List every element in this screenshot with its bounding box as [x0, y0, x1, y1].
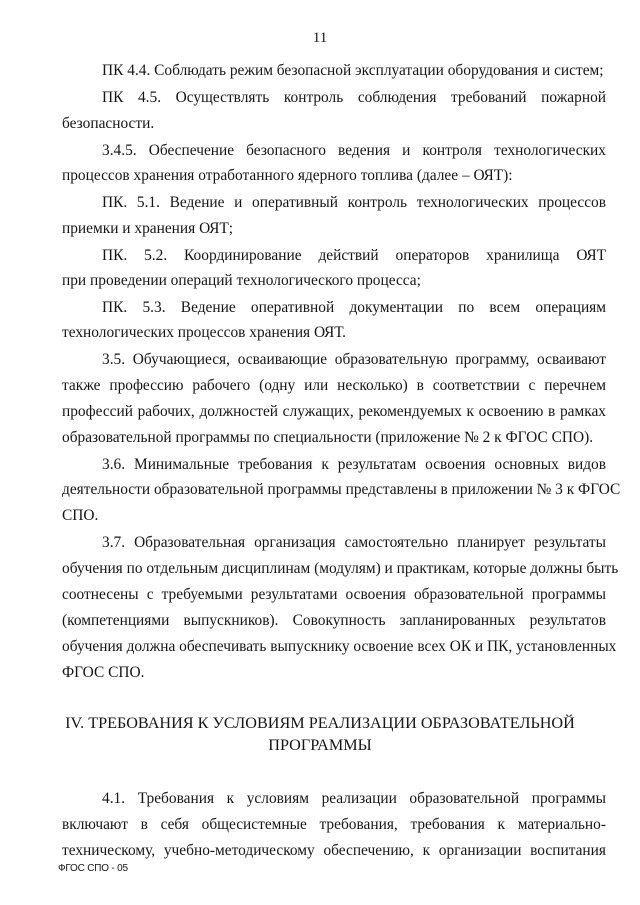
- text-line: приемки и хранения ОЯТ;: [62, 220, 234, 237]
- text-line: (компетенциями выпускников). Совокупность запланированных результатов: [62, 612, 606, 629]
- text-line: образовательной программы по специальности (приложение № 2 к ФГОС СПО).: [62, 429, 594, 446]
- text-line: также профессию рабочего (одну или несколько) в соответствии с перечнем: [62, 377, 606, 394]
- text-line: ПК. 5.1. Ведение и оперативный контроль технологических процессов: [102, 194, 606, 211]
- text-line: процессов хранения отработанного ядерного топлива (далее – ОЯТ):: [62, 167, 513, 184]
- text-line: 3.4.5. Обеспечение безопасного ведения и контроля технологических: [102, 142, 606, 159]
- text-line: 3.5. Обучающиеся, осваивающие образовательную программу, осваивают: [102, 351, 606, 368]
- page-number: 11: [312, 30, 328, 46]
- text-line: ПК 4.4. Соблюдать режим безопасной эксплуатации оборудования и систем;: [102, 62, 604, 79]
- text-line: обучения должна обеспечивать выпускнику освоение всех ОК и ПК, установленных: [62, 638, 617, 655]
- text-line: включают в себя общесистемные требования, требования к материально-: [62, 816, 606, 833]
- text-line: обучения по отдельным дисциплинам (модулям) и практикам, которые должны быть: [62, 560, 619, 577]
- text-line: ПК 4.5. Осуществлять контроль соблюдения требований пожарной: [102, 89, 606, 106]
- text-line: 3.7. Образовательная организация самостоятельно планирует результаты: [102, 534, 606, 551]
- text-line: 4.1. Требования к условиям реализации образовательной программы: [102, 790, 606, 807]
- text-line: ФГОС СПО.: [62, 664, 145, 681]
- text-line: профессий рабочих, должностей служащих, рекомендуемых к освоению в рамках: [62, 403, 606, 420]
- text-line: ПК. 5.2. Координирование действий операторов хранилища ОЯТ: [102, 247, 606, 264]
- section-heading: ПРОГРАММЫ: [268, 736, 372, 754]
- text-line: деятельности образовательной программы представлены в приложении № 3 к ФГОС: [62, 481, 621, 498]
- text-line: соотнесены с требуемыми результатами освоения образовательной программы: [62, 586, 606, 603]
- text-line: при проведении операций технологического процесса;: [62, 272, 421, 289]
- text-line: 3.6. Минимальные требования к результатам освоения основных видов: [102, 456, 606, 473]
- text-line: ПК. 5.3. Ведение оперативной документации по всем операциям: [102, 299, 606, 316]
- footer-code: ФГОС СПО - 05: [58, 863, 128, 874]
- text-line: СПО.: [62, 507, 99, 524]
- text-line: безопасности.: [62, 115, 155, 132]
- text-line: техническому, учебно-методическому обеспечению, к организации воспитания: [62, 842, 606, 859]
- section-heading: IV. ТРЕБОВАНИЯ К УСЛОВИЯМ РЕАЛИЗАЦИИ ОБРАЗОВАТЕЛЬНОЙ: [65, 714, 575, 732]
- text-line: технологических процессов хранения ОЯТ.: [62, 324, 346, 341]
